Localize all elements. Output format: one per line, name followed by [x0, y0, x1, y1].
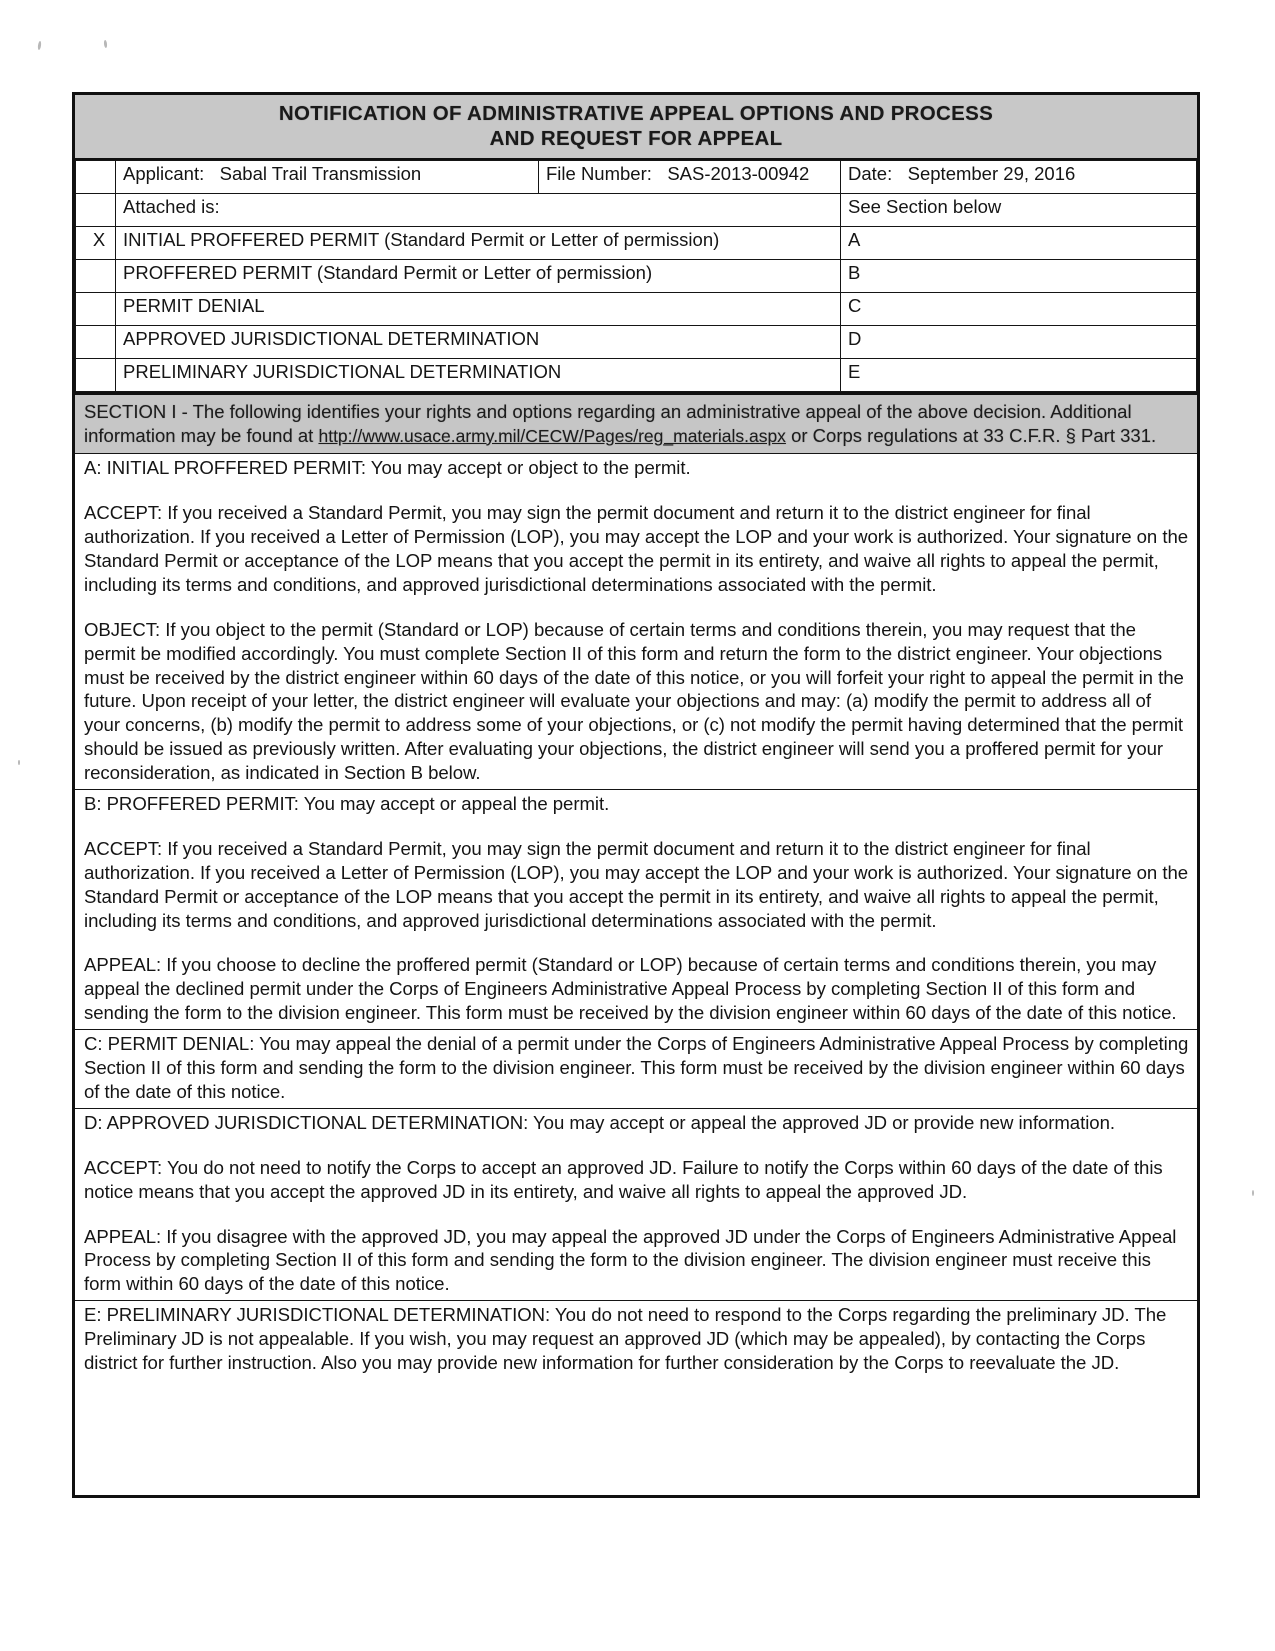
section-d-heading: D: APPROVED JURISDICTIONAL DETERMINATION: You may accept or appeal the approved JD or provide new information. [84, 1111, 1115, 1133]
section-d-appeal-paragraph: APPEAL: If you disagree with the approved JD, you may appeal the approved JD under the Corps of Engineers Administrative Appeal Process by completing Section II of this form and sending the form to the division engineer. The division engineer must receive this form within 60 days of the date of this notice. [84, 1225, 1177, 1295]
section-b [75, 790, 1197, 1030]
appeal-form [72, 92, 1200, 1498]
attached-is-row [76, 194, 1197, 227]
table-row [76, 260, 1197, 293]
section-c-paragraph: C: PERMIT DENIAL: You may appeal the denial of a permit under the Corps of Engineers Administrative Appeal Process by completing Section II of this form and sending the form to the division engineer. This form must be received by the division engineer within 60 days of the date of this notice. [84, 1033, 1189, 1102]
file-number-label: File Number: [546, 163, 652, 184]
table-row [76, 293, 1197, 326]
section-b-appeal-paragraph: APPEAL: If you choose to decline the proffered permit (Standard or LOP) because of certain terms and conditions therein, you may appeal the declined permit under the Corps of Engineers Administrative Appeal Process by completing Section II of this form and sending the form to the division engineer. This form must be received by the division engineer within 60 days of the date of this notice. [84, 954, 1177, 1024]
scan-artifact [1252, 1190, 1254, 1196]
see-section-below-cell [841, 194, 1197, 227]
section-e-paragraph: E: PRELIMINARY JURISDICTIONAL DETERMINATION: You do not need to respond to the Corps regarding the preliminary JD. The Preliminary JD is not appealable. If you wish, you may request an approved JD (which may be appealed), by contacting the Corps district for further instruction. Also you may provide new information for further consideration by the Corps to reevaluate the JD. [84, 1304, 1167, 1373]
attachment-label-preliminary-jd: PRELIMINARY JURISDICTIONAL DETERMINATION [116, 359, 841, 392]
form-title-line-2: AND REQUEST FOR APPEAL [489, 127, 783, 150]
checkbox-preliminary-jd[interactable] [76, 359, 116, 392]
section-e-blank-space [84, 1375, 1189, 1463]
checkbox-permit-denial[interactable] [76, 293, 116, 326]
applicant-cell [116, 161, 539, 194]
attachment-label-proffered-permit: PROFFERED PERMIT (Standard Permit or Letter of permission) [116, 260, 841, 293]
attached-is-label: Attached is: [123, 196, 220, 217]
checkbox-initial-proffered-permit[interactable]: X [76, 227, 116, 260]
section-e [75, 1301, 1197, 1467]
section-ref-b: B [841, 260, 1197, 293]
applicant-label: Applicant: [123, 163, 205, 184]
section-c [75, 1030, 1197, 1109]
applicant-value: Sabal Trail Transmission [219, 163, 422, 184]
section-ref-e: E [841, 359, 1197, 392]
table-row [76, 359, 1197, 392]
attachment-label-permit-denial: PERMIT DENIAL [116, 293, 841, 326]
section-d [75, 1109, 1197, 1301]
section-i-notice [75, 392, 1197, 454]
section-ref-a: A [841, 227, 1197, 260]
section-ref-d: D [841, 326, 1197, 359]
section-d-accept-paragraph: ACCEPT: You do not need to notify the Corps to accept an approved JD. Failure to notify the Corps within 60 days of the date of this notice means that you accept the approved JD in its entirety, and waive all rights to appeal the approved JD. [84, 1156, 1163, 1202]
form-title-line-1: NOTIFICATION OF ADMINISTRATIVE APPEAL OPTIONS AND PROCESS [278, 102, 994, 125]
attachment-label-initial-proffered-permit: INITIAL PROFFERED PERMIT (Standard Permit or Letter of permission) [116, 227, 841, 260]
section-ref-c: C [841, 293, 1197, 326]
section-a-object-paragraph: OBJECT: If you object to the permit (Standard or LOP) because of certain terms and conditions therein, you may request that the permit be modified accordingly. You must complete Section II of this form and return the form to the district engineer. Your objections must be received by the district engineer within 60 days of the date of this notice, or you will forfeit your right to appeal the permit in the future. Upon receipt of your letter, the district engineer will evaluate your objections and may: (a) modify the permit to address all of your concerns, (b) modify the permit to address some of your objections, or (c) not modify the permit having determined that the permit should be issued as previously written. After evaluating your objections, the district engineer will send you a proffered permit for your reconsideration, as indicated in Section B below. [84, 618, 1184, 784]
table-row [76, 227, 1197, 260]
date-cell [841, 161, 1197, 194]
scan-artifact [18, 760, 20, 765]
scan-artifact [104, 40, 108, 48]
section-i-text-after-url: or Corps regulations at 33 C.F.R. § Part 331. [785, 424, 1157, 446]
scan-artifact [37, 41, 41, 50]
section-a [75, 454, 1197, 790]
form-title-banner [75, 95, 1197, 160]
applicant-info-table [75, 160, 1197, 392]
see-section-below-label: See Section below [848, 196, 1002, 217]
checkbox-approved-jd[interactable] [76, 326, 116, 359]
applicant-row-spacer [76, 161, 116, 194]
applicant-row [76, 161, 1197, 194]
section-b-heading: B: PROFFERED PERMIT: You may accept or appeal the permit. [84, 793, 610, 815]
reg-materials-link[interactable]: http://www.usace.army.mil/CECW/Pages/reg_materials.aspx [318, 425, 786, 446]
attachment-label-approved-jd: APPROVED JURISDICTIONAL DETERMINATION [116, 326, 841, 359]
section-a-accept-paragraph: ACCEPT: If you received a Standard Permit, you may sign the permit document and return it to the district engineer for final authorization. If you received a Letter of Permission (LOP), you may accept the LOP and your work is authorized. Your signature on the Standard Permit or acceptance of the LOP means that you accept the permit in its entirety, and waive all rights to appeal the permit, including its terms and conditions, and approved jurisdictional determinations associated with the permit. [84, 502, 1189, 595]
file-number-value: SAS-2013-00942 [667, 163, 810, 184]
attached-is-spacer [76, 194, 116, 227]
file-number-cell [539, 161, 841, 194]
attached-is-cell [116, 194, 841, 227]
section-b-accept-paragraph: ACCEPT: If you received a Standard Permit, you may sign the permit document and return it to the district engineer for final authorization. If you received a Letter of Permission (LOP), you may accept the LOP and your work is authorized. Your signature on the Standard Permit or acceptance of the LOP means that you accept the permit in its entirety, and waive all rights to appeal the permit, including its terms and conditions, and approved jurisdictional determinations associated with the permit. [84, 837, 1189, 931]
table-row [76, 326, 1197, 359]
checkbox-proffered-permit[interactable] [76, 260, 116, 293]
date-value: September 29, 2016 [907, 163, 1076, 184]
date-label: Date: [848, 163, 893, 184]
section-i-text-before-url: SECTION I - The following identifies your rights and options regarding an administrative appeal of the above decision. Additional information may be found at [84, 401, 1132, 446]
section-a-heading: A: INITIAL PROFFERED PERMIT: You may accept or object to the permit. [84, 457, 691, 479]
